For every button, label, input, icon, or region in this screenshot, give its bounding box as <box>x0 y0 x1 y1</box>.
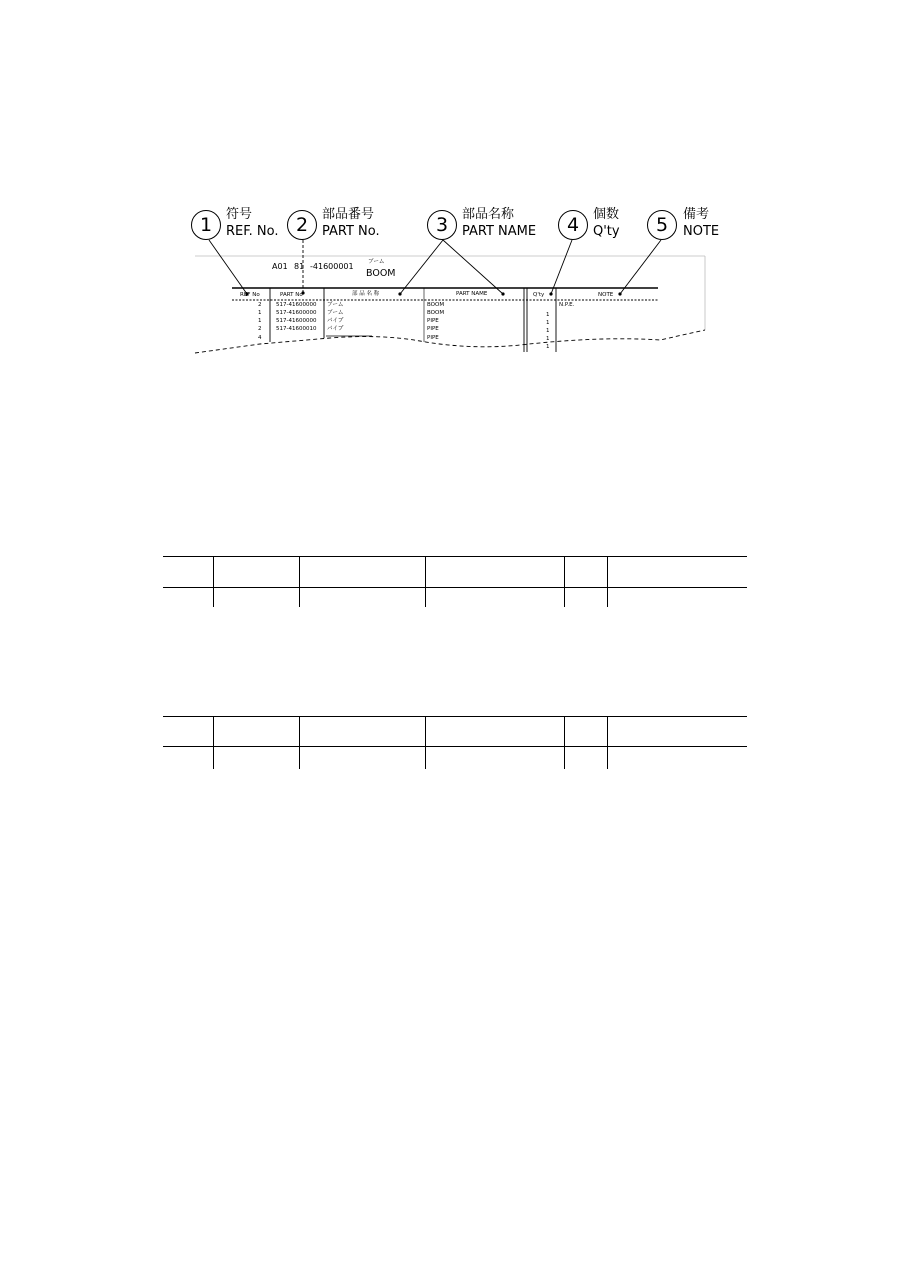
row-name-jp: ブーム <box>327 310 344 316</box>
row-ref: 1 <box>258 310 262 316</box>
row-part-no: 517-41600000 <box>276 318 317 324</box>
sample-group-code: A01 <box>272 262 288 271</box>
row-name-en: PIPE <box>427 318 439 324</box>
callout-number-circle: 4 <box>558 210 588 240</box>
row-name-jp: パイプ <box>327 318 344 324</box>
table-column-divider <box>564 557 565 607</box>
row-name-en: BOOM <box>427 310 445 316</box>
row-qty: 1 <box>546 336 550 342</box>
row-name-en: BOOM <box>427 302 445 308</box>
callout-label-jp: 個数 <box>593 207 620 222</box>
row-qty: 1 <box>546 312 550 318</box>
row-qty-extra: 1 <box>546 344 550 350</box>
table-column-divider <box>564 717 565 769</box>
callout-label-jp: 部品番号 <box>322 207 375 222</box>
row-ref: 4 <box>258 335 262 341</box>
callout-label-jp: 符号 <box>226 207 253 222</box>
table-column-divider <box>607 717 608 769</box>
row-name-en: PIPE <box>427 326 439 332</box>
table-rule <box>163 587 747 588</box>
row-name-jp: パイプ <box>327 326 344 332</box>
callout-label-en: REF. No. <box>226 224 279 239</box>
sample-group-name-en: BOOM <box>366 268 396 279</box>
blank-table-2 <box>163 716 747 769</box>
sample-group-part: -41600001 <box>310 262 354 271</box>
row-qty: 1 <box>546 328 550 334</box>
sample-header-name-jp: 部 品 名 称 <box>352 291 380 297</box>
callout-label-en: PART NAME <box>462 224 537 239</box>
row-qty: 1 <box>546 320 550 326</box>
sample-parts-list-diagram <box>0 0 909 400</box>
row-part-no: 517-41600000 <box>276 302 317 308</box>
table-column-divider <box>425 717 426 769</box>
sample-header-qty: Q'ty <box>533 292 545 298</box>
row-part-no: 517-41600010 <box>276 326 317 332</box>
callout-label-en: Q'ty <box>593 224 620 239</box>
sample-header-note: NOTE <box>598 292 614 298</box>
row-name-jp: ブーム <box>327 302 344 308</box>
row-note: N.P.E. <box>559 302 575 308</box>
table-column-divider <box>299 717 300 769</box>
sample-header-part-no: PART No <box>280 292 303 298</box>
callout-number-circle: 3 <box>427 210 457 240</box>
row-name-en: PIPE <box>427 335 439 341</box>
table-column-divider <box>607 557 608 607</box>
callout-number-circle: 1 <box>191 210 221 240</box>
row-ref: 1 <box>258 318 262 324</box>
row-part-no: 517-41600000 <box>276 310 317 316</box>
callout-label-jp: 部品名称 <box>462 207 515 222</box>
table-rule <box>163 746 747 747</box>
sample-header-ref: REF No <box>240 292 260 298</box>
sample-group-no: 81 <box>294 262 305 271</box>
sample-header-name-en: PART NAME <box>456 291 488 297</box>
sample-group-name-jp: ブーム <box>368 259 385 265</box>
row-ref: 2 <box>258 326 262 332</box>
callout-number-circle: 2 <box>287 210 317 240</box>
callout-label-jp: 備考 <box>683 207 710 222</box>
callout-label-en: PART No. <box>322 224 380 239</box>
callout-label-en: NOTE <box>683 224 720 239</box>
row-ref: 2 <box>258 302 262 308</box>
table-column-divider <box>213 717 214 769</box>
table-column-divider <box>213 557 214 607</box>
table-column-divider <box>425 557 426 607</box>
blank-table-1 <box>163 556 747 607</box>
table-column-divider <box>299 557 300 607</box>
callout-number-circle: 5 <box>647 210 677 240</box>
